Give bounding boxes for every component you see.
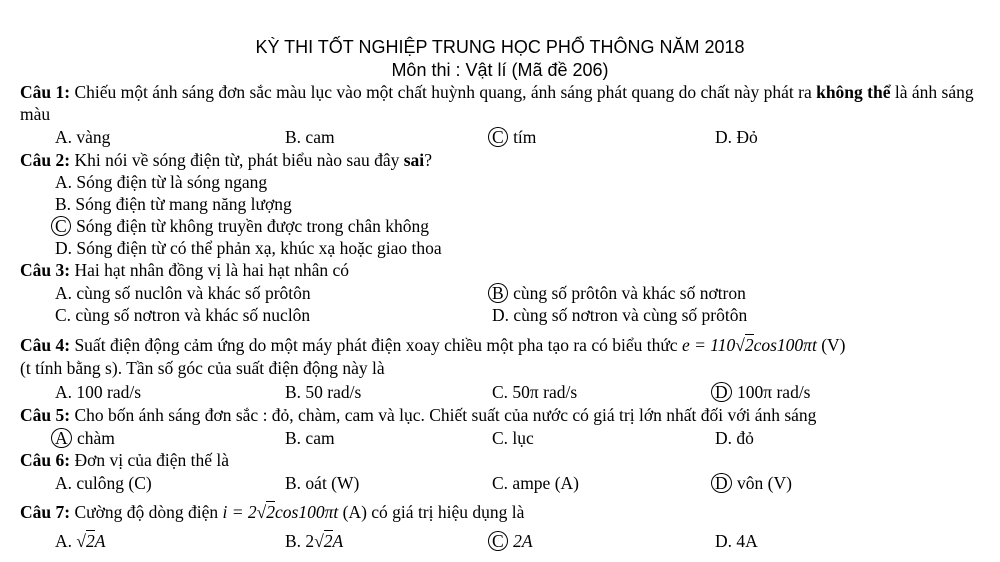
question-3 xyxy=(20,259,349,281)
option-text: Sóng điện từ không truyền được trong chân không xyxy=(71,216,429,236)
question-label: Câu 1: xyxy=(20,82,71,102)
q4-option-b: B. 50 rad/s xyxy=(285,382,362,402)
option-text: vôn (V) xyxy=(732,473,792,493)
option-prefix: B. 2 xyxy=(285,531,315,551)
question-text-end: (A) có giá trị hiệu dụng là xyxy=(338,502,525,522)
question-5 xyxy=(20,404,816,426)
formula-sqrt: 2 xyxy=(744,335,754,355)
option-text: chàm xyxy=(72,428,115,448)
question-text: Suất điện động cảm ứng do một máy phát điện xoay chiều một pha tạo ra có biểu thức xyxy=(70,335,682,355)
exam-subtitle: Môn thi : Vật lí (Mã đề 206) xyxy=(391,60,609,80)
q3-option-c: C. cùng số nơtron và khác số nuclôn xyxy=(55,305,311,325)
q7-option-d: D. 4A xyxy=(715,531,758,551)
question-text: Chiếu một ánh sáng đơn sắc màu lục vào một chất huỳnh quang, ánh sáng phát quang do chất này phát ra xyxy=(70,82,817,102)
question-text-end: là ánh sáng màu xyxy=(20,82,974,124)
question-text: Hai hạt nhân đồng vị là hai hạt nhân có xyxy=(70,260,350,280)
question-label: Câu 5: xyxy=(20,405,71,425)
q1-option-a: A. vàng xyxy=(55,127,111,147)
question-1 xyxy=(20,81,980,125)
q7-option-c xyxy=(492,530,533,552)
q1-option-d: D. Đỏ xyxy=(715,127,758,147)
q3-option-d: D. cùng số nơtron và cùng số prôtôn xyxy=(492,305,748,325)
question-text: Cường độ dòng điện xyxy=(70,502,223,522)
q3-option-a: A. cùng số nuclôn và khác số prôtôn xyxy=(55,283,311,303)
question-mark: ? xyxy=(424,150,432,170)
option-prefix: A. xyxy=(55,531,77,551)
unit: A xyxy=(94,531,106,551)
formula-part: cos100πt xyxy=(275,502,339,522)
question-label: Câu 3: xyxy=(20,260,71,280)
question-label: Câu 2: xyxy=(20,150,71,170)
question-label: Câu 4: xyxy=(20,335,71,355)
question-text: Cho bốn ánh sáng đơn sắc : đỏ, chàm, cam và lục. Chiết suất của nước có giá trị lớn nhất đối với ánh sáng xyxy=(70,405,817,425)
exam-title: KỲ THI TỐT NGHIỆP TRUNG HỌC PHỔ THÔNG NĂM 2018 xyxy=(255,37,745,57)
unit-label: (V) xyxy=(816,335,846,355)
formula-sqrt: 2 xyxy=(323,531,333,551)
q2-option-b: B. Sóng điện từ mang năng lượng xyxy=(55,194,292,214)
question-label: Câu 6: xyxy=(20,450,71,470)
q2-option-c xyxy=(55,215,429,237)
q4-option-d xyxy=(715,381,811,403)
option-text: tím xyxy=(508,127,537,147)
emphasis: sai xyxy=(403,150,425,170)
q6-option-b: B. oát (W) xyxy=(285,473,360,493)
question-2 xyxy=(20,149,432,171)
answer-circle: D xyxy=(711,473,732,493)
q3-option-b xyxy=(492,282,746,304)
answer-circle: B xyxy=(488,283,508,303)
q5-option-d: D. đỏ xyxy=(715,428,754,448)
q6-option-a: A. culông (C) xyxy=(55,473,152,493)
unit: A xyxy=(332,531,344,551)
q7-option-a: A. √2A xyxy=(55,531,106,551)
question-4-line-2: (t tính bằng s). Tần số góc của suất điện động này là xyxy=(20,358,385,378)
question-text: Đơn vị của điện thế là xyxy=(70,450,230,470)
answer-circle: C xyxy=(488,531,508,551)
formula-sqrt: 2 xyxy=(86,531,95,551)
q5-option-a xyxy=(55,427,115,449)
question-text: Khi nói về sóng điện từ, phát biểu nào sau đây xyxy=(70,150,404,170)
answer-circle: D xyxy=(711,382,732,402)
question-6 xyxy=(20,449,229,471)
q1-option-b: B. cam xyxy=(285,127,335,147)
q4-option-a: A. 100 rad/s xyxy=(55,382,142,402)
question-4 xyxy=(20,334,846,356)
option-text: cùng số prôtôn và khác số nơtron xyxy=(508,283,746,303)
formula-sqrt: 2 xyxy=(266,502,276,522)
question-7 xyxy=(20,501,524,523)
q1-option-c xyxy=(492,126,536,148)
answer-circle: A xyxy=(51,428,72,448)
formula-part: cos100πt xyxy=(753,335,817,355)
emphasis: không thể xyxy=(816,82,891,102)
q7-option-b: B. 2√2A xyxy=(285,531,344,551)
formula-part: i = 2 xyxy=(222,502,257,522)
option-text: 2A xyxy=(508,531,533,551)
option-text: 100π rad/s xyxy=(732,382,811,402)
q2-option-a: A. Sóng điện từ là sóng ngang xyxy=(55,172,268,192)
formula-e: e = 110√2cos100πt xyxy=(681,335,817,355)
q2-option-d: D. Sóng điện từ có thể phản xạ, khúc xạ hoặc giao thoa xyxy=(55,238,442,258)
question-label: Câu 7: xyxy=(20,502,71,522)
q4-option-c: C. 50π rad/s xyxy=(492,382,578,402)
q5-option-b: B. cam xyxy=(285,428,335,448)
q6-option-d xyxy=(715,472,792,494)
q5-option-c: C. lục xyxy=(492,428,534,448)
formula-i: i = 2√2cos100πt xyxy=(222,502,339,522)
formula-part: e = 110 xyxy=(681,335,736,355)
q6-option-c: C. ampe (A) xyxy=(492,473,579,493)
answer-circle: C xyxy=(488,127,508,147)
answer-circle: C xyxy=(51,216,71,236)
